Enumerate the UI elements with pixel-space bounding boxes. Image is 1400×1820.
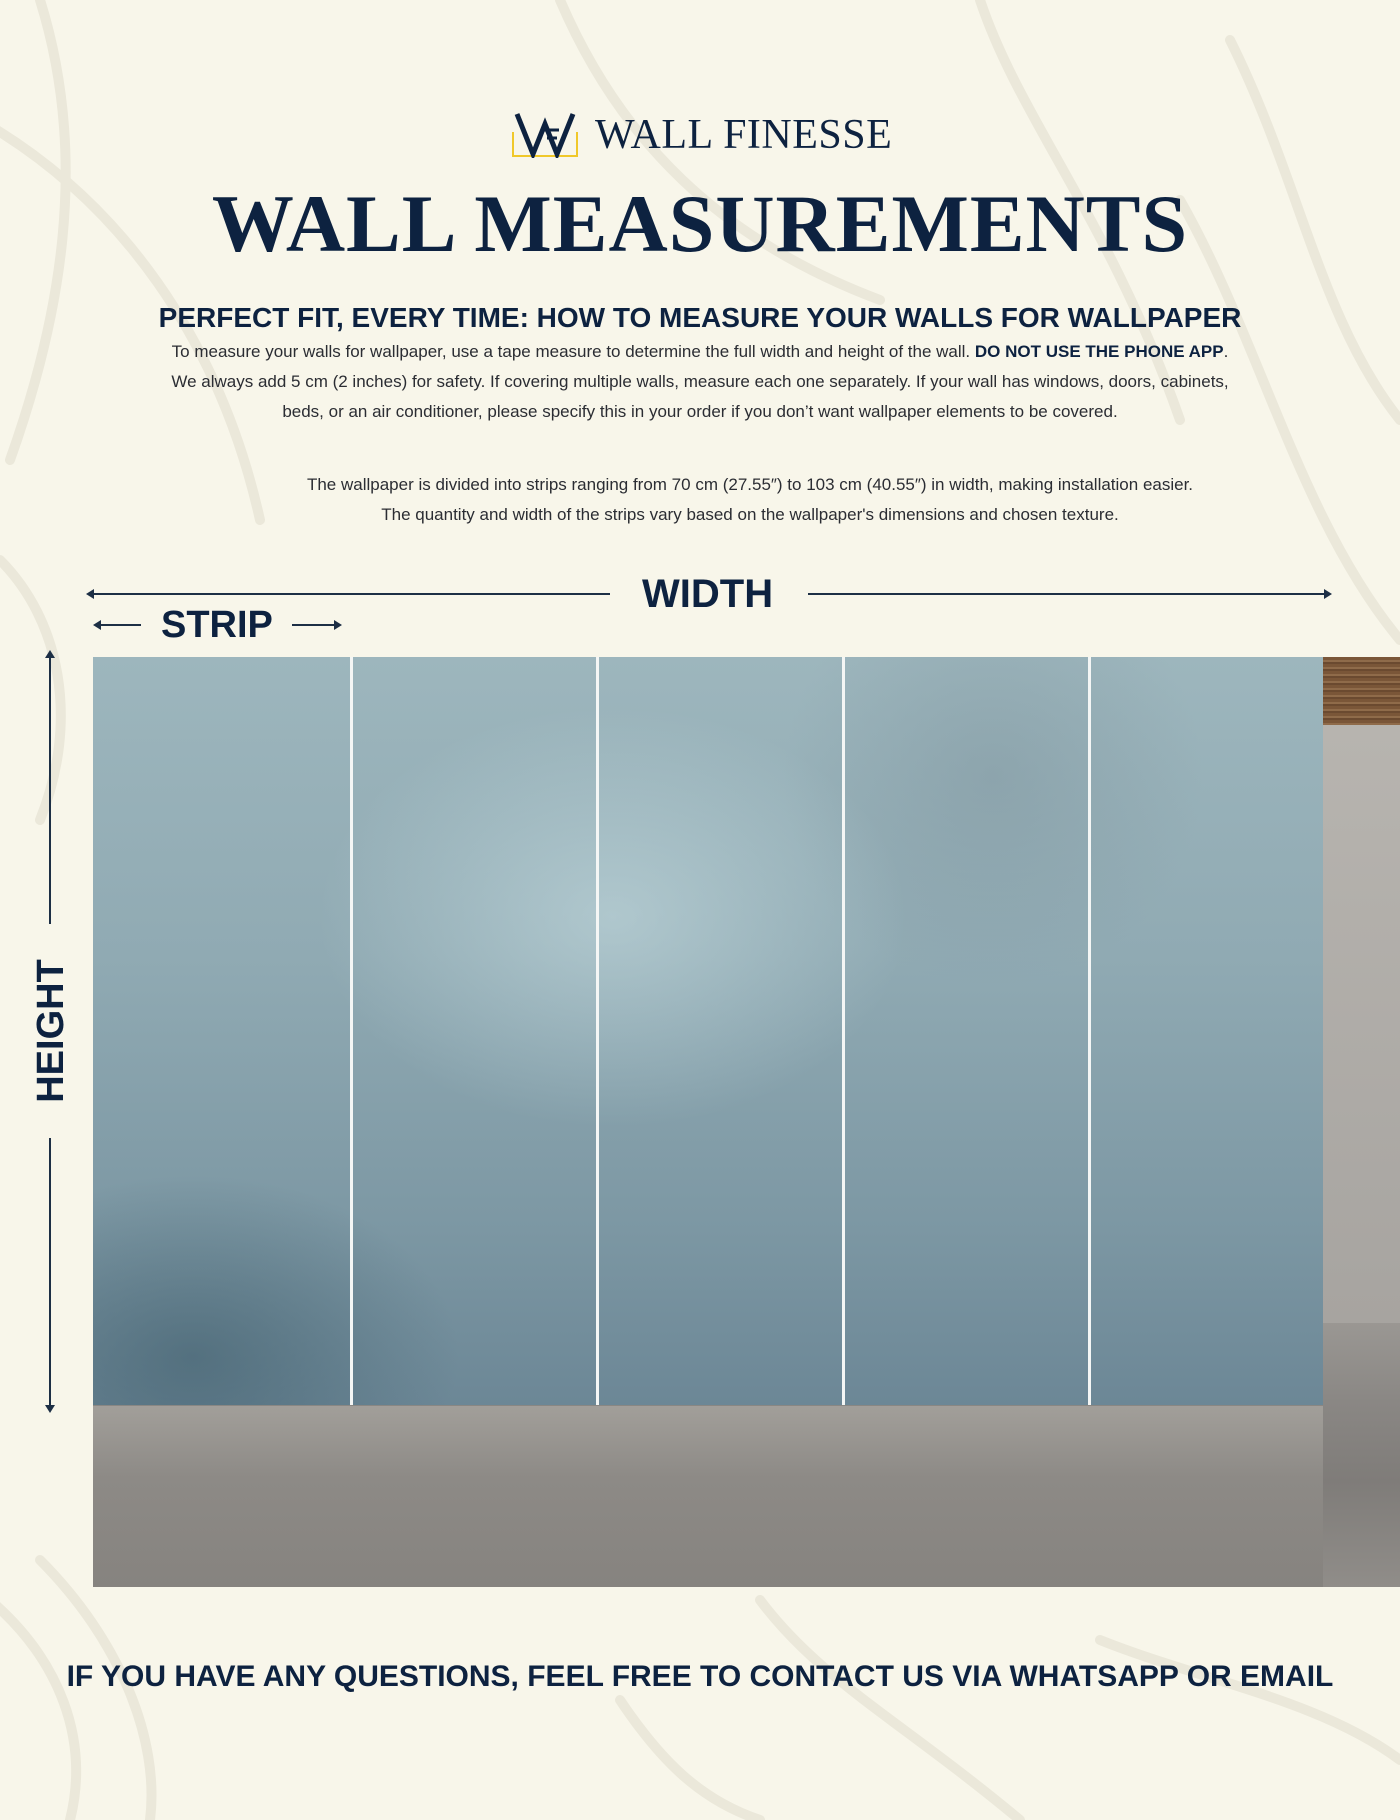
strip-info-line-1: The wallpaper is divided into strips ranging from 70 cm (27.55″) to 103 cm (40.55″) in width, making installation easier. bbox=[306, 475, 1194, 494]
instructions-line-1: To measure your walls for wallpaper, use a tape measure to determine the full width and height of the wall. DO NOT USE THE PHONE APP. bbox=[171, 342, 1229, 361]
page-subtitle: PERFECT FIT, EVERY TIME: HOW TO MEASURE YOUR WALLS FOR WALLPAPER bbox=[158, 302, 1242, 333]
brand-logo bbox=[511, 111, 892, 159]
strip-seam bbox=[1088, 657, 1091, 1405]
side-wall bbox=[1323, 657, 1400, 1323]
page-title: WALL MEASUREMENTS bbox=[211, 178, 1189, 269]
strip-arrow-left bbox=[95, 624, 141, 626]
strip-label: STRIP bbox=[161, 604, 273, 646]
strip-arrow-right bbox=[292, 624, 340, 626]
height-arrow-top bbox=[49, 652, 51, 924]
contact-footer: IF YOU HAVE ANY QUESTIONS, FEEL FREE TO CONTACT US VIA WHATSAPP OR EMAIL bbox=[66, 1660, 1334, 1693]
width-arrow-left bbox=[88, 593, 610, 595]
strip-seam bbox=[350, 657, 353, 1405]
wf-monogram-icon bbox=[511, 112, 579, 158]
strip-seam bbox=[596, 657, 599, 1405]
width-arrow-right bbox=[808, 593, 1330, 595]
strip-info bbox=[200, 470, 1300, 530]
instructions-line-2: We always add 5 cm (2 inches) for safety. If covering multiple walls, measure each one separately. If your wall has windows, doors, cabinets, bbox=[171, 372, 1229, 391]
wood-ceiling-panel bbox=[1323, 657, 1400, 725]
phone-app-warning: DO NOT USE THE PHONE APP bbox=[974, 342, 1224, 361]
concrete-floor-front bbox=[93, 1405, 1323, 1587]
wallpaper-wall bbox=[93, 657, 1323, 1405]
height-arrow-bottom bbox=[49, 1138, 51, 1411]
strip-info-line-2: The quantity and width of the strips vary based on the wallpaper's dimensions and chosen texture. bbox=[381, 505, 1119, 524]
brand-name: WALL FINESSE bbox=[595, 112, 893, 158]
width-label: WIDTH bbox=[642, 572, 774, 616]
strip-seam bbox=[842, 657, 845, 1405]
instructions-line-3: beds, or an air conditioner, please specify this in your order if you don’t want wallpaper elements to be covered. bbox=[282, 402, 1118, 421]
height-label: HEIGHT bbox=[30, 959, 72, 1103]
wallpaper-room-photo bbox=[93, 657, 1400, 1587]
measuring-instructions bbox=[60, 337, 1340, 427]
